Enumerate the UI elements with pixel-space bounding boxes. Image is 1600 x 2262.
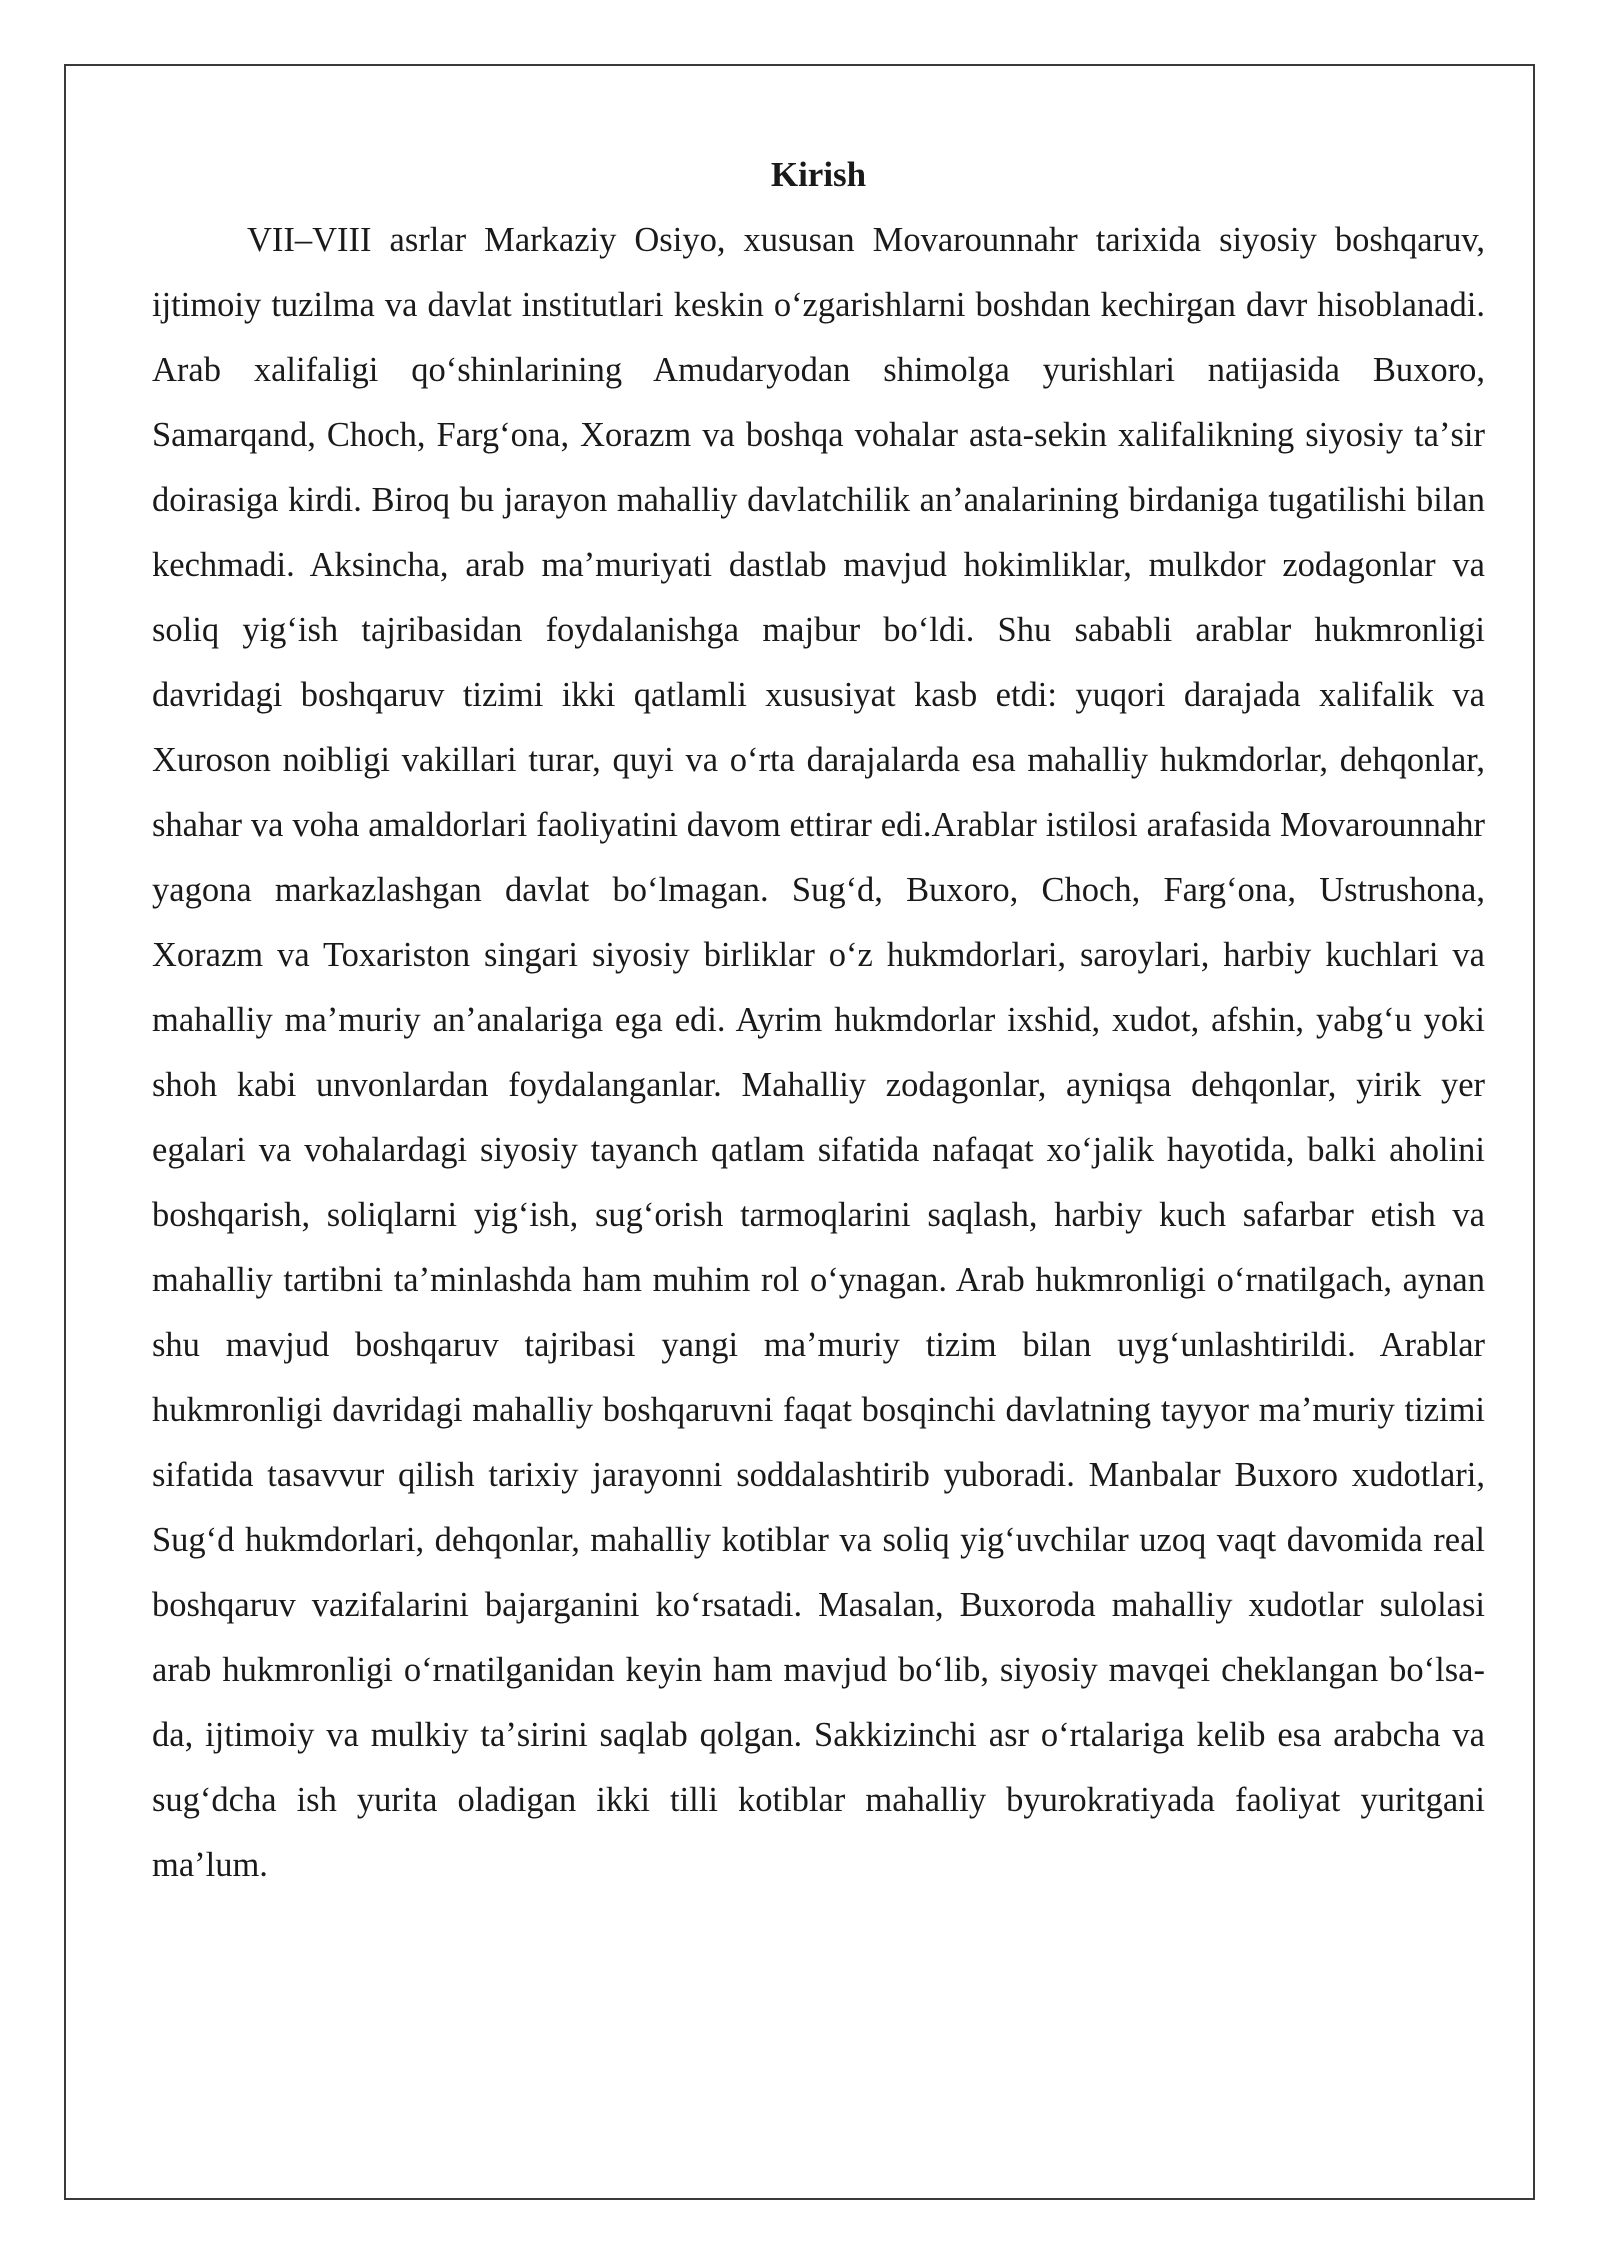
body-paragraph: VII–VIII asrlar Markaziy Osiyo, xususan Movarounnahr tarixida siyosiy boshqaruv, ijtimoiy tuzilma va davlat institutlari keskin oʻzgarishlarni boshdan kechirgan davr hisoblanadi. Arab xalifaligi qoʻshinlarining Amudaryodan shimolga yurishlari natijasida Buxoro, Samarqand, Choch, Fargʻona, Xorazm va boshqa vohalar asta-sekin xalifalikning siyosiy taʼsir doirasiga kirdi. Biroq bu jarayon mahalliy davlatchilik anʼanalarining birdaniga tugatilishi bilan kechmadi. Aksincha, arab maʼmuriyati dastlab mavjud hokimliklar, mulkdor zodagonlar va soliq yigʻish tajribasidan foydalanishga majbur boʻldi. Shu sababli arablar hukmronligi davridagi boshqaruv tizimi ikki qatlamli xususiyat kasb etdi: yuqori darajada xalifalik va Xuroson noibligi vakillari turar, quyi va oʻrta darajalarda esa mahalliy hukmdorlar, dehqonlar, shahar va voha amaldorlari faoliyatini davom ettirar edi.Arablar istilosi arafasida Movarounnahr yagona markazlashgan davlat boʻlmagan. Sugʻd, Buxoro, Choch, Fargʻona, Ustrushona, Xorazm va Toxariston singari siyosiy birliklar oʻz hukmdorlari, saroylari, harbiy kuchlari va mahalliy maʼmuriy anʼanalariga ega edi. Ayrim hukmdorlar ixshid, xudot, afshin, yabgʻu yoki shoh kabi unvonlardan foydalanganlar. Mahalliy zodagonlar, ayniqsa dehqonlar, yirik yer egalari va vohalardagi siyosiy tayanch qatlam sifatida nafaqat xoʻjalik hayotida, balki aholini boshqarish, soliqlarni yigʻish, sugʻorish tarmoqlarini saqlash, harbiy kuch safarbar etish va mahalliy tartibni taʼminlashda ham muhim rol oʻynagan. Arab hukmronligi oʻrnatilgach, aynan shu mavjud boshqaruv tajribasi yangi maʼmuriy tizim bilan uygʻunlashtirildi. Arablar hukmronligi davridagi mahalliy boshqaruvni faqat bosqinchi davlatning tayyor maʼmuriy tizimi sifatida tasavvur qilish tarixiy jarayonni soddalashtirib yuboradi. Manbalar Buxoro xudotlari, Sugʻd hukmdorlari, dehqonlar, mahalliy kotiblar va soliq yigʻuvchilar uzoq vaqt davomida real boshqaruv vazifalarini bajarganini koʻrsatadi. Masalan, Buxoroda mahalliy xudotlar sulolasi arab hukmronligi oʻrnatilganidan keyin ham mavjud boʻlib, siyosiy mavqei cheklangan boʻlsa-da, ijtimoiy va mulkiy taʼsirini saqlab qolgan. Sakkizinchi asr oʻrtalariga kelib esa arabcha va sugʻdcha ish yurita oladigan ikki tilli kotiblar mahalliy byurokratiyada faoliyat yuritgani maʼlum. [152, 221, 1485, 1884]
page-title: Kirish [770, 155, 867, 194]
